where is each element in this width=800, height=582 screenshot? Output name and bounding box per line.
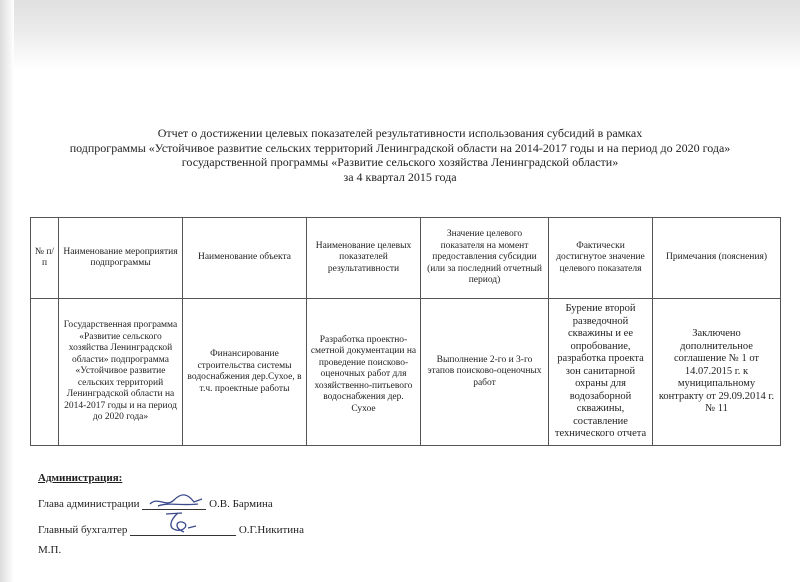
head-signature-image <box>148 490 204 512</box>
head-signature-line <box>142 498 206 510</box>
accountant-name: О.Г.Никитина <box>238 524 304 536</box>
head-name: О.В. Бармина <box>209 498 273 510</box>
title-line-4: за 4 квартал 2015 года <box>343 169 457 184</box>
accountant-label: Главный бухгалтер <box>38 524 128 536</box>
table-row <box>31 299 781 446</box>
cell-value-initial: Выполнение 2-го и 3-го этапов поисково-оценочных работ <box>421 299 549 446</box>
cell-value-actual: Бурение второй разведочной скважины и ее опробование, разработка проекта зон санитарной охраны для водозаборной скважины, составление технического отчета <box>549 299 653 446</box>
report-table <box>30 217 781 446</box>
head-label: Глава администрации <box>38 498 140 510</box>
table-header-row <box>31 218 781 299</box>
cell-indicator: Разработка проектно-сметной документации на проведение поисково-оценочных работ для хозяйственно-питьевого водоснабжения дер. Сухое <box>307 299 421 446</box>
scan-shadow-top <box>0 0 800 70</box>
cell-notes: Заключено дополнительное соглашение № 1 от 14.07.2015 г. к муниципальному контракту от 29.09.2014 г. № 11 <box>653 299 781 446</box>
header-num: № п/п <box>31 218 59 299</box>
scan-shadow-left <box>0 0 14 582</box>
stamp-label: М.П. <box>38 544 62 556</box>
title-line-1: Отчет о достижении целевых показателей результативности использования субсидий в рамках <box>157 126 643 140</box>
admin-title: Администрация: <box>38 472 123 484</box>
document-title <box>0 126 800 184</box>
title-line-3: государственной программы «Развитие сельского хозяйства Ленинградской области» <box>181 155 619 169</box>
header-notes: Примечания (пояснения) <box>653 218 781 299</box>
header-value-actual: Фактически достигнутое значение целевого показателя <box>549 218 653 299</box>
header-indicator: Наименование целевых показателей результативности <box>307 218 421 299</box>
cell-event: Государственная программа «Развитие сельского хозяйства Ленинградской области» подпрограмма «Устойчивое развитие сельских территорий Ленинградской области на 2014-2017 годы и на период до 2020 года» <box>59 299 183 446</box>
cell-num <box>31 299 59 446</box>
header-value-initial: Значение целевого показателя на момент предоставления субсидии (или за последний отчетный период) <box>421 218 549 299</box>
accountant-signature-line <box>130 524 236 536</box>
header-event: Наименование мероприятия подпрограммы <box>59 218 183 299</box>
cell-object: Финансирование строительства системы водоснабжения дер.Сухое, в т.ч. проектные работы <box>183 299 307 446</box>
header-object: Наименование объекта <box>183 218 307 299</box>
title-line-2: подпрограммы «Устойчивое развитие сельских территорий Ленинградской области на 2014-2017 годы и на период до 2020 года» <box>69 140 731 155</box>
accountant-signature-image <box>160 510 200 536</box>
head-signature-row <box>38 498 273 510</box>
accountant-signature-row <box>38 524 304 536</box>
